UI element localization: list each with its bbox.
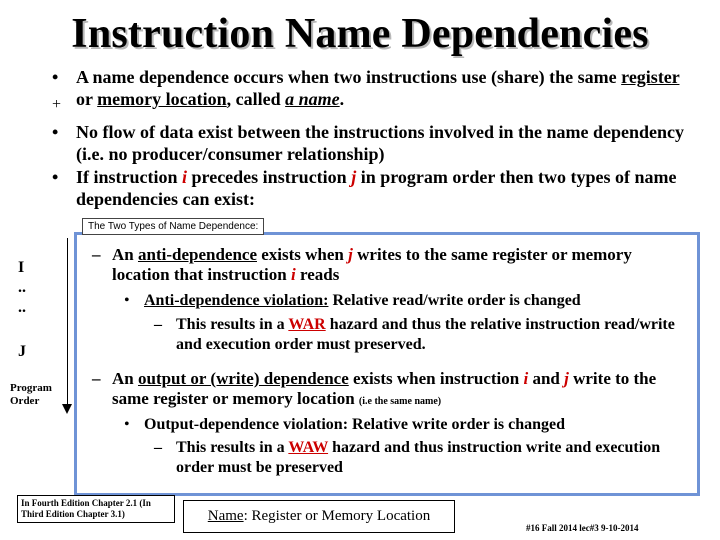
name-definition-box bbox=[183, 500, 455, 533]
text: reads bbox=[295, 265, 340, 284]
anti-violation bbox=[124, 291, 684, 311]
instruction-i: i bbox=[182, 167, 188, 187]
text: precedes instruction bbox=[187, 167, 352, 187]
seq-j: J bbox=[18, 343, 26, 360]
arrow-down-icon bbox=[62, 404, 72, 414]
slide-title: Instruction Name Dependencies bbox=[71, 11, 649, 57]
text: writes to the same register or memory location that instruction bbox=[112, 245, 632, 284]
slide-footer: #16 Fall 2014 lec#3 9-10-2014 bbox=[526, 523, 639, 533]
text: An bbox=[112, 245, 138, 264]
anti-dependence-item bbox=[92, 245, 687, 285]
instruction-i: i bbox=[523, 369, 529, 388]
text: hazard and thus instruction write and execution order must be preserved bbox=[176, 439, 661, 476]
text: hazard and thus the relative instruction read/write and execution order must preserved. bbox=[176, 316, 675, 353]
output-dependence-item bbox=[92, 369, 687, 412]
box-label: The Two Types of Name Dependence: bbox=[82, 218, 264, 235]
same-name-note: (i.e the same name) bbox=[358, 396, 442, 407]
bullet-if-instruction bbox=[52, 166, 696, 210]
instruction-i: i bbox=[290, 265, 296, 284]
bullet-dot: • bbox=[52, 122, 59, 142]
dash: – bbox=[154, 439, 162, 456]
output-dependence-term: output or (write) dependence bbox=[137, 369, 349, 388]
text: exists when bbox=[256, 245, 349, 264]
text: or bbox=[76, 89, 98, 109]
dash: – bbox=[92, 369, 101, 388]
output-violation bbox=[124, 415, 684, 435]
output-result bbox=[154, 438, 676, 478]
text: An bbox=[112, 369, 138, 388]
name-definition: : Register or Memory Location bbox=[243, 508, 431, 524]
bullet-dot: • bbox=[124, 416, 130, 433]
program-order-arrow bbox=[67, 238, 68, 408]
bullet-dot: • bbox=[52, 67, 59, 87]
text: Output-dependence violation: Relative write order is changed bbox=[144, 416, 566, 433]
instruction-j: j bbox=[351, 167, 357, 187]
text: , called bbox=[226, 89, 286, 109]
text: No flow of data exist between the instructions involved in the name dependency (i.e. no producer/consumer relationship) bbox=[76, 122, 684, 164]
text: write to the same register or memory location bbox=[112, 369, 657, 408]
dash: – bbox=[154, 316, 162, 333]
text-register: register bbox=[621, 67, 680, 87]
bullet-no-flow bbox=[52, 121, 696, 165]
text: exists when instruction bbox=[348, 369, 524, 388]
anti-result bbox=[154, 315, 676, 355]
text-a-name: a name bbox=[285, 89, 340, 109]
text: . bbox=[339, 89, 345, 109]
text: A name dependence occurs when two instructions use (share) the same bbox=[76, 67, 622, 87]
bullet-name-dependence bbox=[52, 66, 696, 110]
name-label: Name bbox=[207, 508, 244, 524]
waw-hazard: WAW bbox=[288, 439, 329, 456]
war-hazard: WAR bbox=[288, 316, 326, 333]
chapter-note: In Fourth Edition Chapter 2.1 (In Third Edition Chapter 3.1) bbox=[17, 495, 175, 523]
seq-i: I bbox=[18, 259, 25, 276]
text: This results in a bbox=[176, 316, 289, 333]
seq-dots: .. bbox=[18, 279, 26, 296]
anti-violation-label: Anti-dependence violation: bbox=[144, 292, 329, 309]
instruction-j: j bbox=[564, 369, 569, 388]
program-order-label: Program Order bbox=[10, 382, 52, 407]
anti-dependence-term: anti-dependence bbox=[137, 245, 257, 264]
bullet-dot: • bbox=[124, 292, 130, 309]
seq-dots: .. bbox=[18, 299, 26, 316]
text: If instruction bbox=[76, 167, 183, 187]
text: in program order then two types of name dependencies can exist: bbox=[76, 167, 677, 209]
text: Relative read/write order is changed bbox=[328, 292, 581, 309]
text: This results in a bbox=[176, 439, 289, 456]
instruction-j: j bbox=[348, 245, 353, 264]
plus-marker: + bbox=[52, 96, 62, 113]
dash: – bbox=[92, 245, 101, 264]
text: and bbox=[528, 369, 565, 388]
text-memory-location: memory location bbox=[97, 89, 227, 109]
bullet-dot: • bbox=[52, 167, 59, 187]
